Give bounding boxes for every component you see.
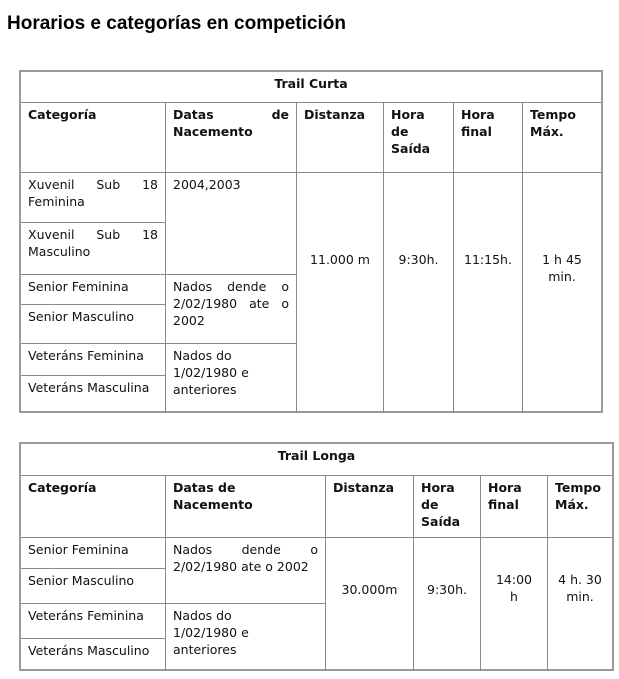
category-veterans-masculino: Veteráns Masculino: [28, 643, 150, 658]
header-distanza: Distanza: [333, 480, 395, 495]
end-time-line2: h: [510, 589, 518, 604]
birth-word: Nados: [173, 279, 213, 294]
header-saida-line3: Saída: [421, 514, 461, 529]
birth-line3: anteriores: [173, 642, 237, 657]
header-tempo-line1: Tempo: [530, 107, 576, 122]
header-datas-word: Datas: [173, 107, 214, 122]
end-time-value: [481, 568, 547, 608]
birth-line3: 2002: [173, 313, 205, 328]
header-saida-line1: Hora: [391, 107, 425, 122]
birth-word: o: [281, 296, 289, 311]
max-time-line2: min.: [548, 269, 576, 284]
header-nacemento-word: Nacemento: [173, 124, 253, 139]
header-final-line1: Hora: [488, 480, 522, 495]
header-categoria: Categoría: [28, 107, 97, 122]
category-xuvenil-feminina: [21, 173, 165, 213]
birth-line1: Nados do: [173, 608, 232, 623]
trail-longa-table: [19, 442, 614, 671]
cat-word: Sub: [96, 177, 121, 192]
header-de-word: de: [271, 107, 289, 122]
birth-senior: [166, 538, 325, 578]
max-time-value: [548, 568, 612, 608]
header-final-line2: final: [461, 124, 492, 139]
end-time-value: 11:15h.: [464, 252, 512, 267]
birth-word: Nados: [173, 542, 213, 557]
cat-line2: Masculino: [28, 244, 91, 259]
category-veterans-feminina: Veteráns Feminina: [28, 608, 144, 623]
header-tempo-line2: Máx.: [530, 124, 564, 139]
start-time-value: 9:30h.: [398, 252, 439, 267]
cat-word: Xuvenil: [28, 227, 75, 242]
header-saida-line1: Hora: [421, 480, 455, 495]
header-distanza: Distanza: [304, 107, 366, 122]
birth-veterans: [166, 604, 325, 661]
header-hora-saida: [384, 103, 453, 160]
max-time-line1: 4 h. 30: [558, 572, 602, 587]
birth-word: dende: [227, 279, 267, 294]
max-time-value: [523, 248, 601, 288]
category-senior-masculino: Senior Masculino: [28, 309, 135, 324]
end-time-line1: 14:00: [495, 572, 533, 587]
birth-veterans: [166, 344, 296, 401]
header-final-line1: Hora: [461, 107, 495, 122]
header-categoria: Categoría: [28, 480, 97, 495]
header-tempo-line2: Máx.: [555, 497, 589, 512]
birth-word: ate: [249, 296, 270, 311]
category-xuvenil-masculino: [21, 223, 165, 263]
max-time-line1: 1 h 45: [542, 252, 582, 267]
start-time-value: 9:30h.: [427, 582, 467, 597]
birth-line1: Nados do: [173, 348, 232, 363]
header-datas-nacemento: [166, 103, 296, 143]
birth-word: o: [281, 279, 289, 294]
table-title: Trail Longa: [277, 448, 356, 463]
birth-senior: [166, 275, 296, 332]
cat-word: Xuvenil: [28, 177, 75, 192]
birth-word: 2/02/1980: [173, 296, 238, 311]
page-title: Horarios e categorías en competición: [7, 13, 346, 34]
header-hora-saida: [414, 476, 480, 533]
cat-word: Sub: [96, 227, 121, 242]
header-final-line2: final: [488, 497, 519, 512]
birth-word: o: [310, 542, 318, 557]
header-tempo-max: [548, 476, 612, 516]
category-senior-feminina: Senior Feminina: [28, 279, 129, 294]
cat-line2: Feminina: [28, 194, 85, 209]
category-veterans-masculina: Veteráns Masculina: [28, 380, 150, 395]
distance-value: 30.000m: [341, 582, 398, 597]
cat-word: 18: [142, 227, 158, 242]
header-tempo-max: [523, 103, 601, 143]
header-tempo-line1: Tempo: [555, 480, 601, 495]
header-hora-final: [481, 476, 547, 516]
header-datas-nacemento: Datas de Nacemento: [173, 480, 253, 512]
birth-line2: 2/02/1980 ate o 2002: [173, 559, 309, 574]
header-saida-line3: Saída: [391, 141, 431, 156]
category-veterans-feminina: Veteráns Feminina: [28, 348, 144, 363]
header-hora-final: [454, 103, 522, 143]
category-senior-masculino: Senior Masculino: [28, 573, 135, 588]
birth-xuvenil: 2004,2003: [173, 177, 241, 192]
header-saida-line2: de: [391, 124, 409, 139]
distance-value: 11.000 m: [310, 252, 370, 267]
birth-line2: 1/02/1980 e: [173, 365, 249, 380]
birth-line2: 1/02/1980 e: [173, 625, 249, 640]
birth-word: dende: [241, 542, 281, 557]
header-saida-line2: de: [421, 497, 439, 512]
table-title: Trail Curta: [274, 76, 348, 91]
category-senior-feminina: Senior Feminina: [28, 542, 129, 557]
max-time-line2: min.: [566, 589, 594, 604]
birth-line3: anteriores: [173, 382, 237, 397]
trail-curta-table: [19, 70, 603, 413]
cat-word: 18: [142, 177, 158, 192]
